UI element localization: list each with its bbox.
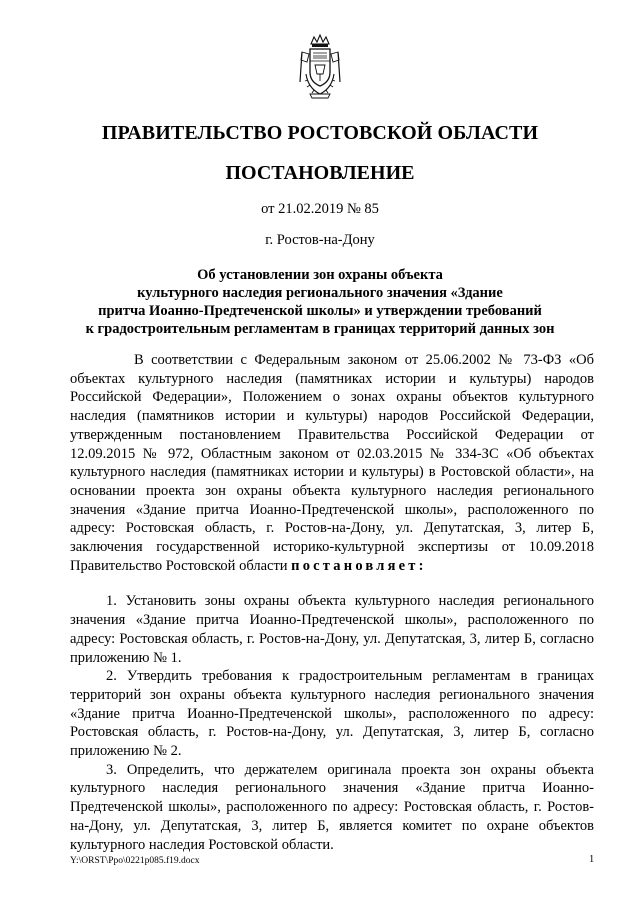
preamble-paragraph: [70, 351, 594, 575]
title-line: Об установлении зон охраны объекта: [197, 267, 443, 283]
title-line: к градостроительным регламентам в границах территорий данных зон: [85, 321, 555, 337]
clause-paragraph: 2. Утвердить требования к градостроительным регламентам в границах территорий зон охраны объекта культурного наследия регионального значения «Здание притча Иоанно-Предтеченской школы», расположенного по адресу: Ростовская область, г. Ростов-на-Дону, ул. Депутатская, 3, литер Б, согласно приложению № 2.: [70, 668, 594, 760]
page-number: 1: [589, 854, 595, 865]
date-number-line: от 21.02.2019 № 85: [261, 201, 379, 217]
document-title: [66, 266, 574, 338]
clause-paragraph: 1. Установить зоны охраны объекта культурного наследия регионального значения «Здание притча Иоанно-Предтеченской школы», расположенного по адресу: Ростовская область, г. Ростов-на-Дону, ул. Депутатская, 3, литер Б, согласно приложению № 1.: [70, 593, 594, 666]
preamble-text: В соответствии с Федеральным законом от 25.06.2002 № 73-ФЗ «Об объектах культурного наследия (памятниках истории и культуры) народов Российской Федерации», Положением о зонах охраны объектов культурного наследия (памятников истории и культуры) народов Российской Федерации, утвержденным постановлением Правительства Российской Федерации от 12.09.2015 № 972, Областным законом от 02.03.2015 № 334-ЗС «Об объектах культурного наследия (памятниках истории и культуры) в Ростовской области», на основании проекта зон охраны объекта культурного наследия регионального значения «Здание притча Иоанно-Предтеченской школы», расположенного по адресу: Ростовская область, г. Ростов-на-Дону, ул. Депутатская, 3, литер Б, заключения государственной историко-культурной экспертизы от 10.09.2018 Правительство Ростовской области: [70, 352, 594, 574]
clause-paragraph: 3. Определить, что держателем оригинала проекта зон охраны объекта культурного наследия регионального значения «Здание притча Иоанно-Предтеченской школы», расположенного по адресу: Ростовская область, г. Ростов-на-Дону, ул. Депутатская, 3, литер Б, является комитет по охране объектов культурного наследия Ростовской области.: [70, 761, 594, 853]
title-line: культурного наследия регионального значения «Здание: [137, 285, 503, 301]
footer-file-path: Y:\ORST\Ppo\0221p085.f19.docx: [70, 856, 200, 866]
government-name: ПРАВИТЕЛЬСТВО РОСТОВСКОЙ ОБЛАСТИ: [101, 122, 539, 144]
document-body: [70, 351, 594, 854]
document-type: ПОСТАНОВЛЕНИЕ: [225, 162, 415, 184]
title-line: притча Иоанно-Предтеченской школы» и утверждении требований: [98, 303, 542, 319]
coat-of-arms-icon: [296, 34, 344, 100]
resolves-word: постановляет:: [291, 557, 427, 574]
city-line: г. Ростов-на-Дону: [265, 232, 375, 248]
